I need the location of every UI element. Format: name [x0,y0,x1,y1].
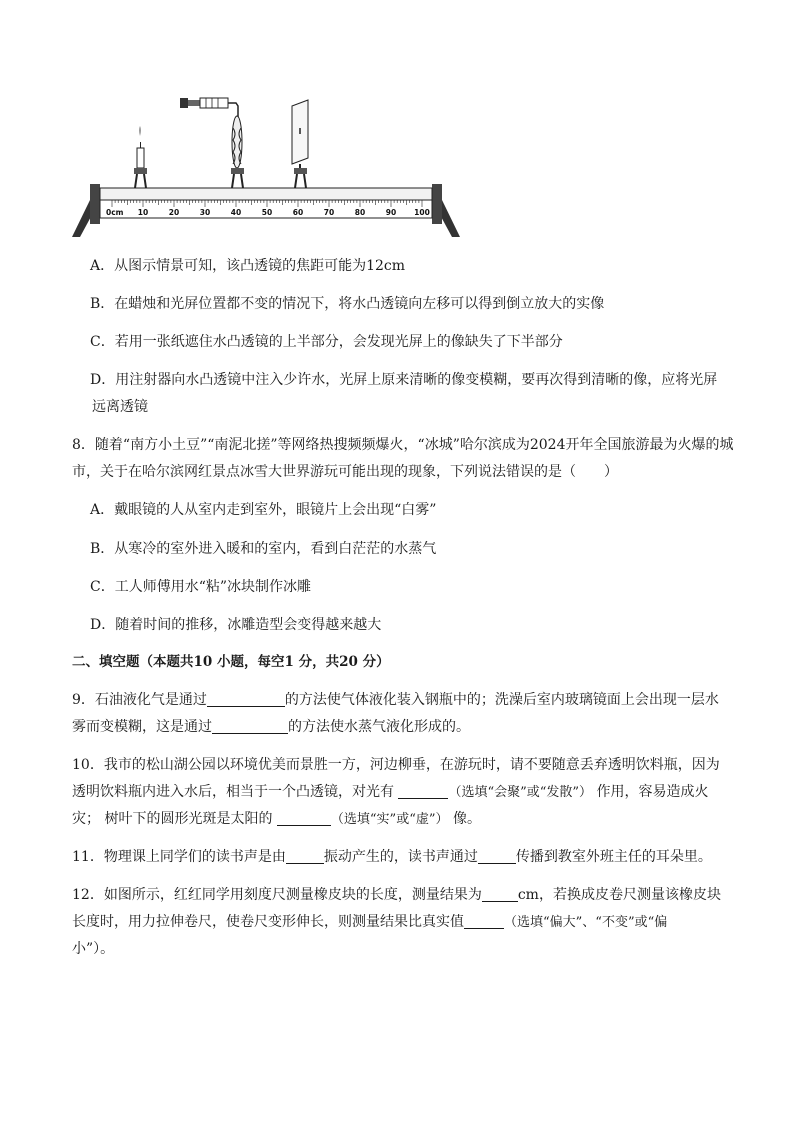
q12-hint: （选填“偏大”、“不变”或“偏 [504,915,668,930]
q8-stem-line2: 市，关于在哈尔滨网红景点冰雪大世界游玩可能出现的现象，下列说法错误的是（ ） [72,464,618,480]
q11-text: 传播到教室外班主任的耳朵里。 [515,849,712,865]
q11-blank-2[interactable] [478,849,516,864]
ruler-tick-label: 30 [199,208,211,217]
ruler-tick-label: 20 [168,208,180,217]
water-lens-with-syringe [180,98,244,188]
q10-line1: 10．我市的松山湖公园以环境优美而景胜一方，河边柳垂，在游玩时，请不要随意丢弃透明饮料瓶，因为 [72,757,720,773]
ruler-tick-label: 70 [323,208,335,217]
section-heading: 二、填空题（本题共10 小题，每空1 分，共20 分） [72,654,390,670]
q9-text: 雾而变模糊，这是通过 [72,719,212,735]
candle [134,126,147,188]
q7-option-d-continued: 远离透镜 [92,399,148,415]
q7-option-a: A．从图示情景可知，该凸透镜的焦距可能为12cm [90,258,406,274]
q12-blank-2[interactable] [464,914,504,929]
q8-option-a: A．戴眼镜的人从室内走到室外，眼镜片上会出现“白雾” [90,502,437,518]
q12-line3: 小”）。 [72,941,115,957]
right-end-post [432,184,442,224]
ruler-tick-label: 40 [230,208,242,217]
q11-line [72,847,732,867]
q9-text: 的方法使气体液化装入钢瓶中的；洗澡后室内玻璃镜面上会出现一层水 [284,692,719,708]
q7-option-b: B．在蜡烛和光屏位置都不变的情况下，将水凸透镜向左移可以得到倒立放大的实像 [90,296,605,312]
left-end-post [90,184,100,224]
q9-text: 9．石油液化气是通过 [72,692,207,708]
q7-option-c: C．若用一张纸遮住水凸透镜的上半部分，会发现光屏上的像缺失了下半部分 [90,334,563,350]
bench-rail [100,188,432,200]
q9-blank-1[interactable] [207,692,285,707]
q9-line2 [72,717,732,737]
q8-option-d: D．随着时间的推移，冰雕造型会变得越来越大 [90,617,382,633]
q12-line1 [72,885,732,905]
q10-hint: （选填“实”或“虚”） [330,812,449,827]
q12-text: 长度时，用力拉伸卷尺，使卷尺变形伸长，则测量结果比真实值 [72,914,464,930]
light-screen [292,100,308,188]
ruler-tick-label: 80 [354,208,366,217]
q7-option-d: D．用注射器向水凸透镜中注入少许水，光屏上原来清晰的像变模糊，要再次得到清晰的像，应将光屏 [90,372,718,388]
q11-text: 振动产生的，读书声通过 [323,849,478,865]
q11-text: 11．物理课上同学们的读书声是由 [72,849,286,865]
ruler-tick-label: 10 [137,208,149,217]
q10-text: 透明饮料瓶内进入水后，相当于一个凸透镜，对光有 [72,784,394,800]
q8-stem-line1: 8．随着“南方小土豆”“南泥北搓”等网络热搜频频爆火，“冰城”哈尔滨成为2024开年全国旅游最为火爆的城 [72,437,734,453]
q10-text: 作用，容易造成火 [596,784,709,800]
q8-option-b: B．从寒冷的室外进入暖和的室内，看到白茫茫的水蒸气 [90,541,437,557]
ruler-tick-label: 0cm [106,208,124,217]
q9-blank-2[interactable] [212,719,288,734]
ruler-tick-label: 60 [292,208,304,217]
q9-line1 [72,690,732,710]
q10-blank-1[interactable] [398,784,448,799]
q12-text: cm，若换成皮卷尺测量该橡皮块 [517,887,721,903]
q9-text: 的方法使水蒸气液化形成的。 [288,719,470,735]
q10-text: 像。 [452,811,481,827]
q12-line2 [72,912,732,933]
optical-bench-figure [70,92,470,242]
q12-blank-1[interactable] [482,887,518,902]
q10-text: 灾； 树叶下的圆形光斑是太阳的 [72,811,273,827]
q11-blank-1[interactable] [286,849,324,864]
q10-hint: （选填“会聚”或“发散”） [448,785,593,800]
ruler-tick-label: 100 [414,208,430,217]
ruler-tick-label: 50 [261,208,273,217]
q12-text: 12．如图所示，红红同学用刻度尺测量橡皮块的长度，测量结果为 [72,887,482,903]
q10-line3 [72,809,732,830]
q8-option-c: C．工人师傅用水“粘”冰块制作冰雕 [90,579,312,595]
q10-blank-2[interactable] [277,811,331,826]
ruler-tick-label: 90 [385,208,397,217]
q10-line2 [72,782,732,803]
